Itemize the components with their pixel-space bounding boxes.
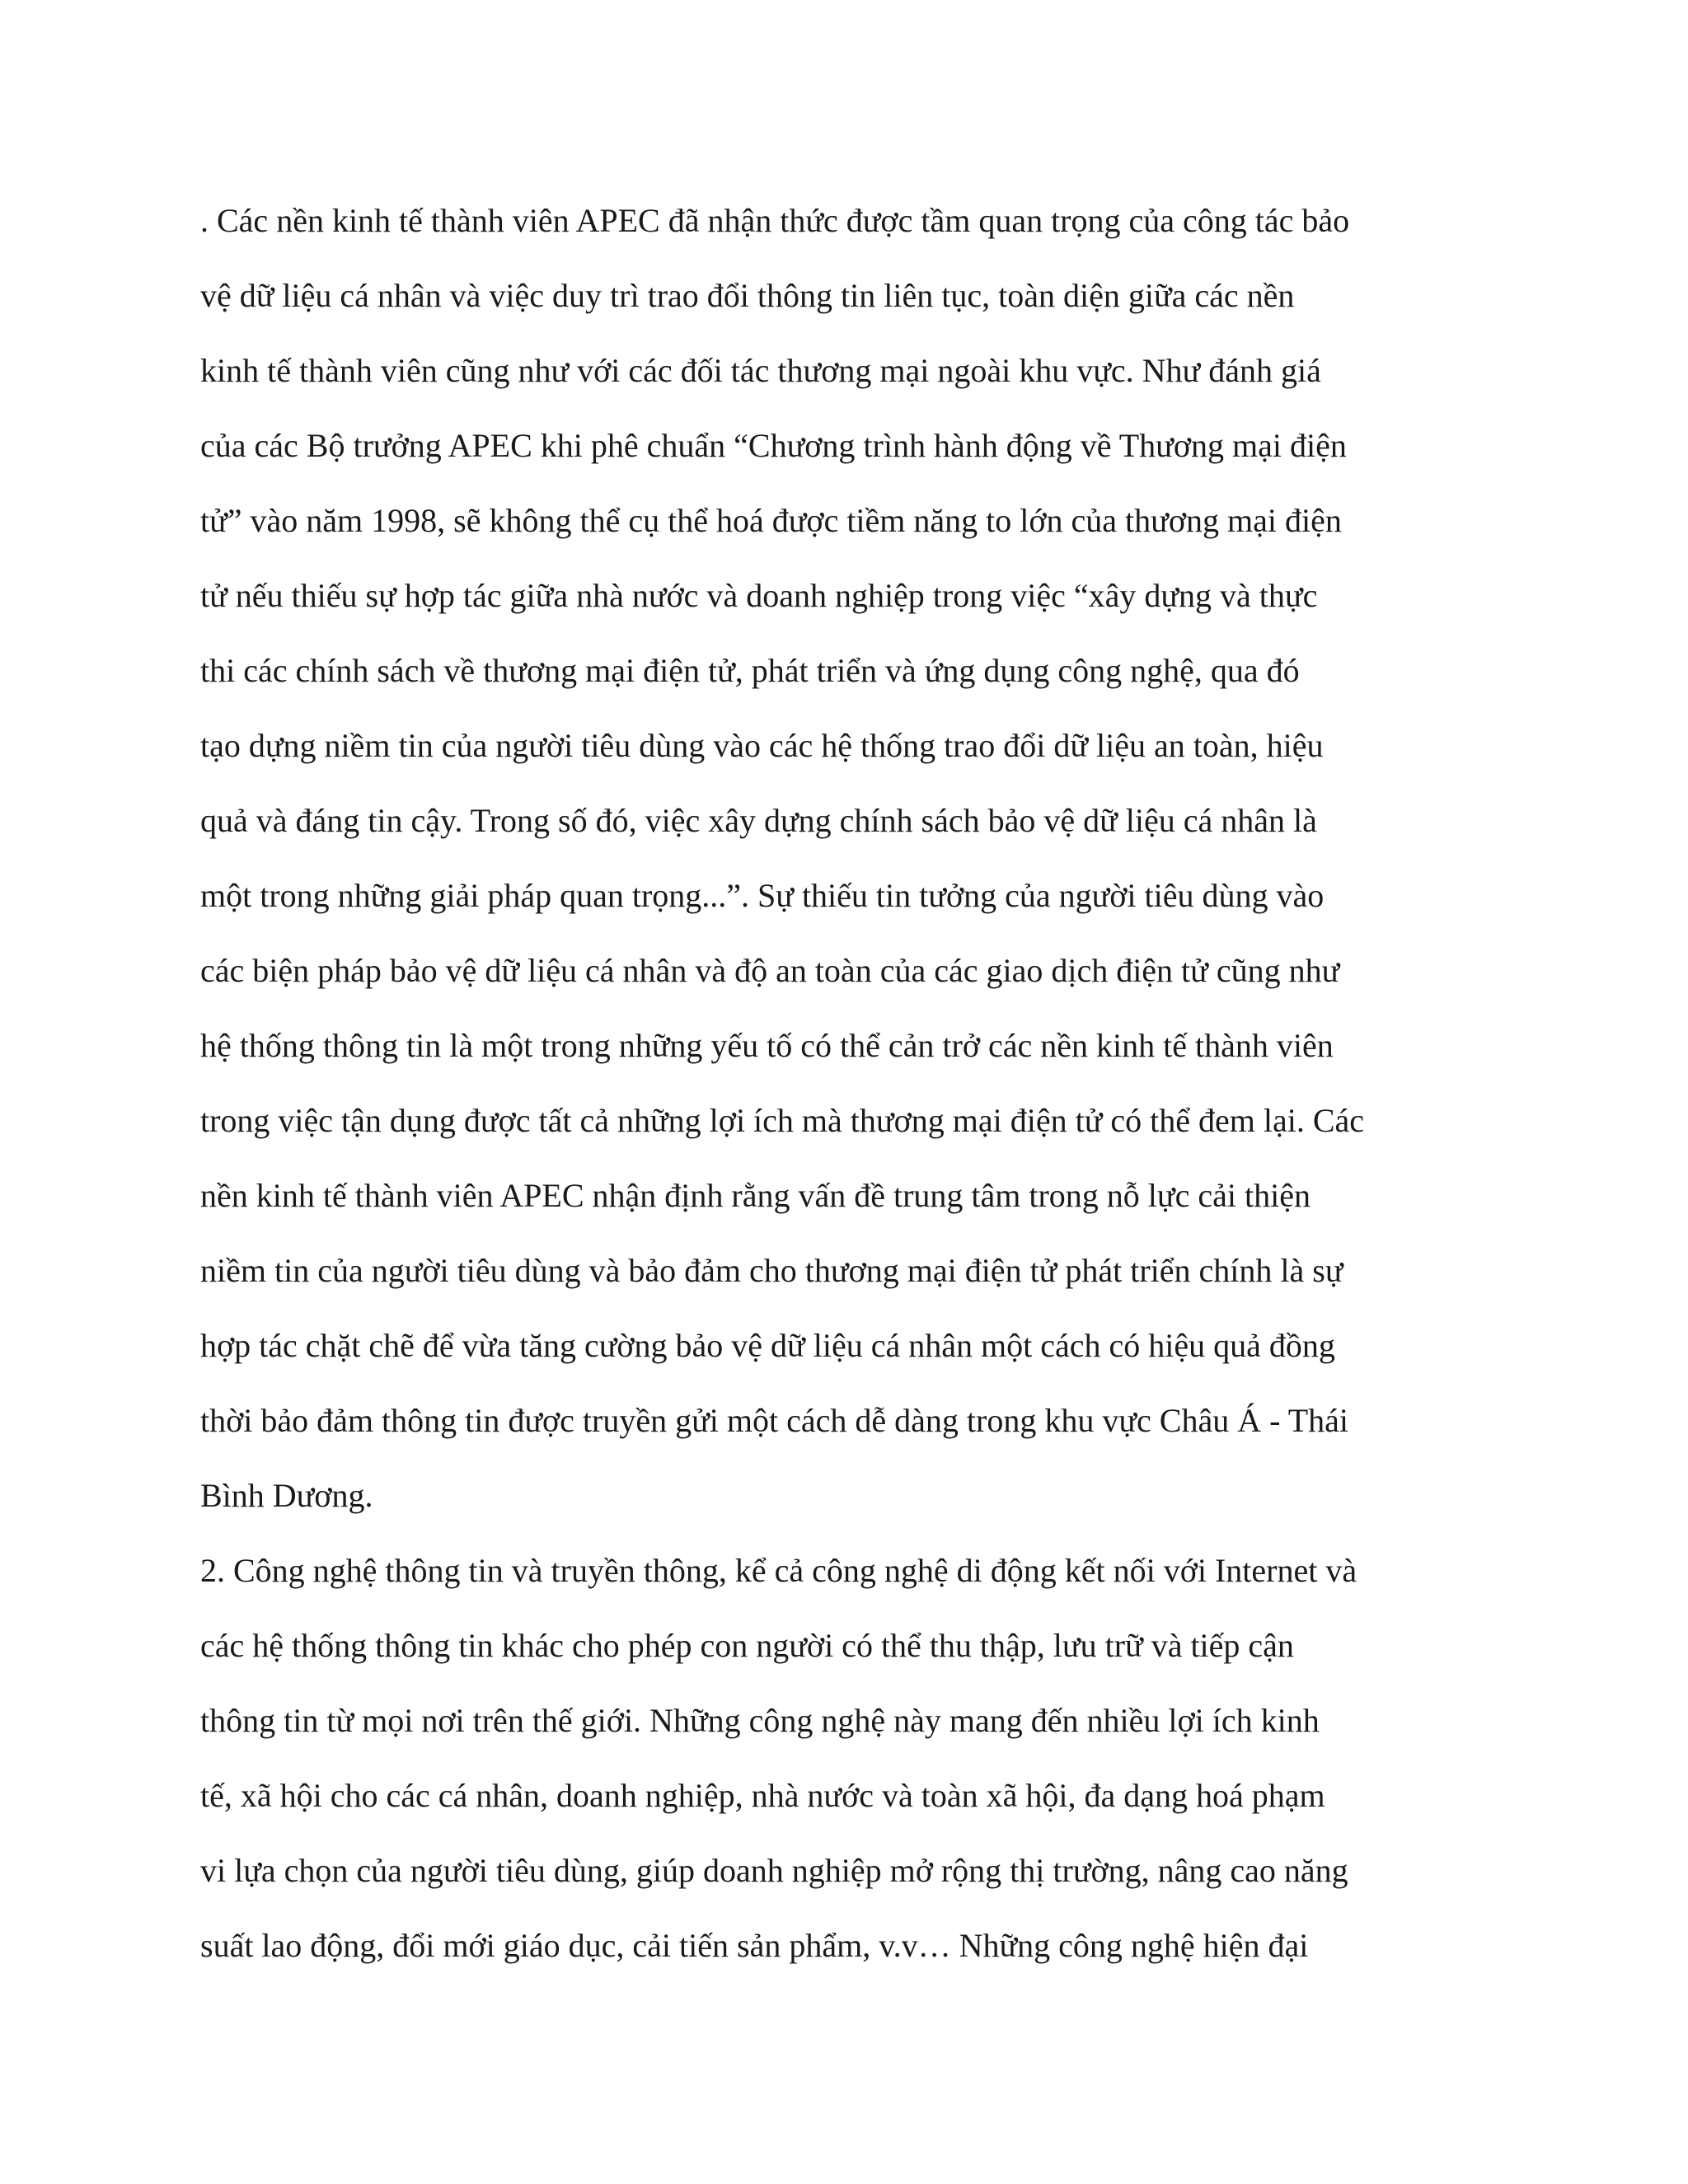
text-line: 2. Công nghệ thông tin và truyền thông, kể cả công nghệ di động kết nối với Internet và	[200, 1552, 1357, 1589]
text-line: hợp tác chặt chẽ để vừa tăng cường bảo vệ dữ liệu cá nhân một cách có hiệu quả đồng	[200, 1327, 1335, 1364]
text-line: thời bảo đảm thông tin được truyền gửi một cách dễ dàng trong khu vực Châu Á - Thái	[200, 1402, 1348, 1439]
text-line: vi lựa chọn của người tiêu dùng, giúp doanh nghiệp mở rộng thị trường, nâng cao năng	[200, 1852, 1348, 1889]
text-line: các biện pháp bảo vệ dữ liệu cá nhân và độ an toàn của các giao dịch điện tử cũng như	[200, 952, 1340, 989]
text-line: một trong những giải pháp quan trọng...”. Sự thiếu tin tưởng của người tiêu dùng vào	[200, 877, 1325, 914]
text-line: quả và đáng tin cậy. Trong số đó, việc xây dựng chính sách bảo vệ dữ liệu cá nhân là	[200, 802, 1317, 839]
paragraph-1	[200, 196, 1503, 1546]
body-text	[200, 196, 1503, 1996]
paragraph-2	[200, 1546, 1503, 1996]
text-line: các hệ thống thông tin khác cho phép con người có thể thu thập, lưu trữ và tiếp cận	[200, 1627, 1294, 1664]
text-line: tế, xã hội cho các cá nhân, doanh nghiệp, nhà nước và toàn xã hội, đa dạng hoá phạm	[200, 1777, 1325, 1814]
text-line: hệ thống thông tin là một trong những yếu tố có thể cản trở các nền kinh tế thành viên	[200, 1027, 1334, 1064]
text-line: vệ dữ liệu cá nhân và việc duy trì trao đổi thông tin liên tục, toàn diện giữa các nền	[200, 277, 1295, 314]
text-line: tử” vào năm 1998, sẽ không thể cụ thể hoá được tiềm năng to lớn của thương mại điện	[200, 502, 1342, 539]
text-line: trong việc tận dụng được tất cả những lợi ích mà thương mại điện tử có thể đem lại. Các	[200, 1102, 1365, 1139]
text-line: nền kinh tế thành viên APEC nhận định rằng vấn đề trung tâm trong nỗ lực cải thiện	[200, 1177, 1311, 1214]
text-line: . Các nền kinh tế thành viên APEC đã nhận thức được tầm quan trọng của công tác bảo	[200, 202, 1350, 239]
text-line: suất lao động, đổi mới giáo dục, cải tiến sản phẩm, v.v… Những công nghệ hiện đại	[200, 1927, 1309, 1964]
text-line: tử nếu thiếu sự hợp tác giữa nhà nước và doanh nghiệp trong việc “xây dựng và thực	[200, 577, 1318, 614]
text-line: của các Bộ trưởng APEC khi phê chuẩn “Chương trình hành động về Thương mại điện	[200, 427, 1347, 464]
text-line: tạo dựng niềm tin của người tiêu dùng vào các hệ thống trao đổi dữ liệu an toàn, hiệu	[200, 727, 1324, 764]
text-line: thi các chính sách về thương mại điện tử, phát triển và ứng dụng công nghệ, qua đó	[200, 652, 1300, 689]
text-line: kinh tế thành viên cũng như với các đối tác thương mại ngoài khu vực. Như đánh giá	[200, 352, 1321, 389]
text-line: niềm tin của người tiêu dùng và bảo đảm cho thương mại điện tử phát triển chính là sự	[200, 1252, 1343, 1289]
text-line: thông tin từ mọi nơi trên thế giới. Những công nghệ này mang đến nhiều lợi ích kinh	[200, 1702, 1320, 1739]
text-line: Bình Dương.	[200, 1477, 373, 1514]
